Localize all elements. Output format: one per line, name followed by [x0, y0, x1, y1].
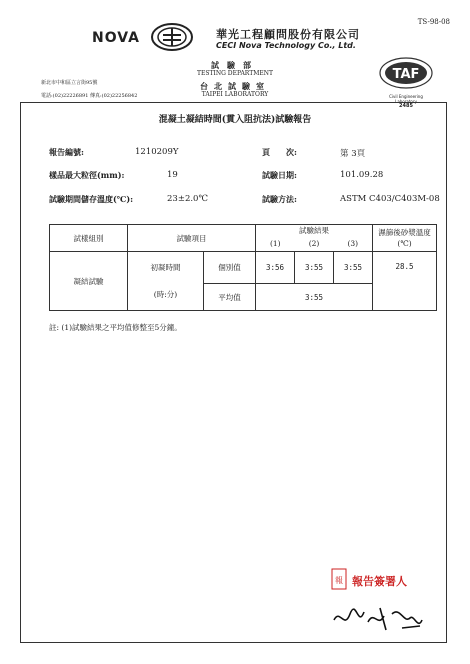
initial-set-time-cell	[128, 252, 204, 311]
department-english: TESTING DEPARTMENT	[196, 70, 273, 77]
laboratory-chinese: 台北試驗室	[200, 81, 270, 91]
lab-address: 新北市中和區立言街95號	[41, 80, 98, 86]
individual-value-2: 3:55	[295, 252, 334, 284]
individual-value-1: 3:56	[256, 252, 295, 284]
signature-icon	[330, 600, 426, 636]
average-value: 3:55	[256, 284, 373, 311]
result-col-1-header: (1)	[256, 237, 295, 252]
sample-group-header: 試樣組別	[50, 225, 128, 252]
handwritten-signature	[330, 600, 426, 636]
company-name-chinese: 華光工程顧問股份有限公司	[216, 28, 360, 41]
taf-accreditation-logo	[378, 56, 434, 108]
row-group-setting-test: 凝結試驗	[50, 252, 128, 311]
test-method-value: ASTM C403/C403M-08	[340, 194, 440, 204]
results-table	[49, 224, 437, 311]
stamp-seal-glyph: 報	[335, 576, 343, 585]
mortar-temperature-header: 濕篩後砂漿溫度(℃)	[373, 225, 437, 252]
taf-number: 2485	[399, 103, 413, 109]
taf-line1: Civil Engineering	[389, 94, 423, 99]
red-stamp-icon	[330, 567, 430, 593]
test-date-label: 試驗日期:	[262, 170, 297, 180]
max-aggregate-size-value: 19	[167, 170, 178, 180]
individual-value-3: 3:55	[334, 252, 373, 284]
report-frame	[20, 102, 447, 643]
taf-logo-icon	[378, 56, 434, 90]
individual-value-label: 個別值	[204, 252, 256, 284]
result-col-2-header: (2)	[295, 237, 334, 252]
report-number-value: 1210209Y	[135, 147, 179, 157]
laboratory-english: TAIPEI LABORATORY	[201, 91, 269, 98]
result-col-3-header: (3)	[334, 237, 373, 252]
test-item-header: 試驗項目	[128, 225, 256, 252]
page-value: 第 3頁	[340, 149, 366, 159]
test-date-value: 101.09.28	[340, 170, 384, 180]
report-number-label: 報告編號:	[49, 147, 84, 157]
page-label: 頁 次:	[262, 147, 297, 157]
average-value-label: 平均值	[204, 284, 256, 311]
taf-mark-text: TAF	[392, 67, 420, 82]
footnote: 註: (1)試驗結果之平均值修整至5分鐘。	[49, 323, 182, 332]
test-method-label: 試驗方法:	[262, 194, 297, 204]
lab-phone-fax: 電話:(02)22226891 傳真:(02)22256842	[41, 93, 138, 99]
company-name-english: CECI Nova Technology Co., Ltd.	[216, 41, 356, 50]
max-aggregate-size-label: 樣品最大粒徑(mm):	[49, 170, 125, 180]
department-chinese: 試驗部	[211, 60, 259, 70]
document-code: TS-98-08	[417, 18, 450, 26]
test-results-header: 試驗結果	[256, 225, 373, 237]
stamp-text: 報告簽署人	[352, 575, 407, 588]
time-unit-label: (時:分)	[153, 290, 178, 299]
nova-wordmark: NOVA	[92, 30, 140, 46]
taf-line2: Laboratory	[395, 99, 417, 104]
storage-temperature-label: 試驗期間儲存溫度(℃):	[49, 194, 134, 204]
company-logo-icon	[150, 22, 194, 52]
initial-set-time-label: 初凝時間	[150, 263, 181, 272]
storage-temperature-value: 23±2.0℃	[167, 194, 208, 204]
mortar-temperature-value: 28.5	[373, 252, 437, 311]
report-title: 混凝土凝結時間(貫入阻抗法)試驗報告	[158, 115, 312, 125]
signatory-stamp	[330, 567, 430, 593]
